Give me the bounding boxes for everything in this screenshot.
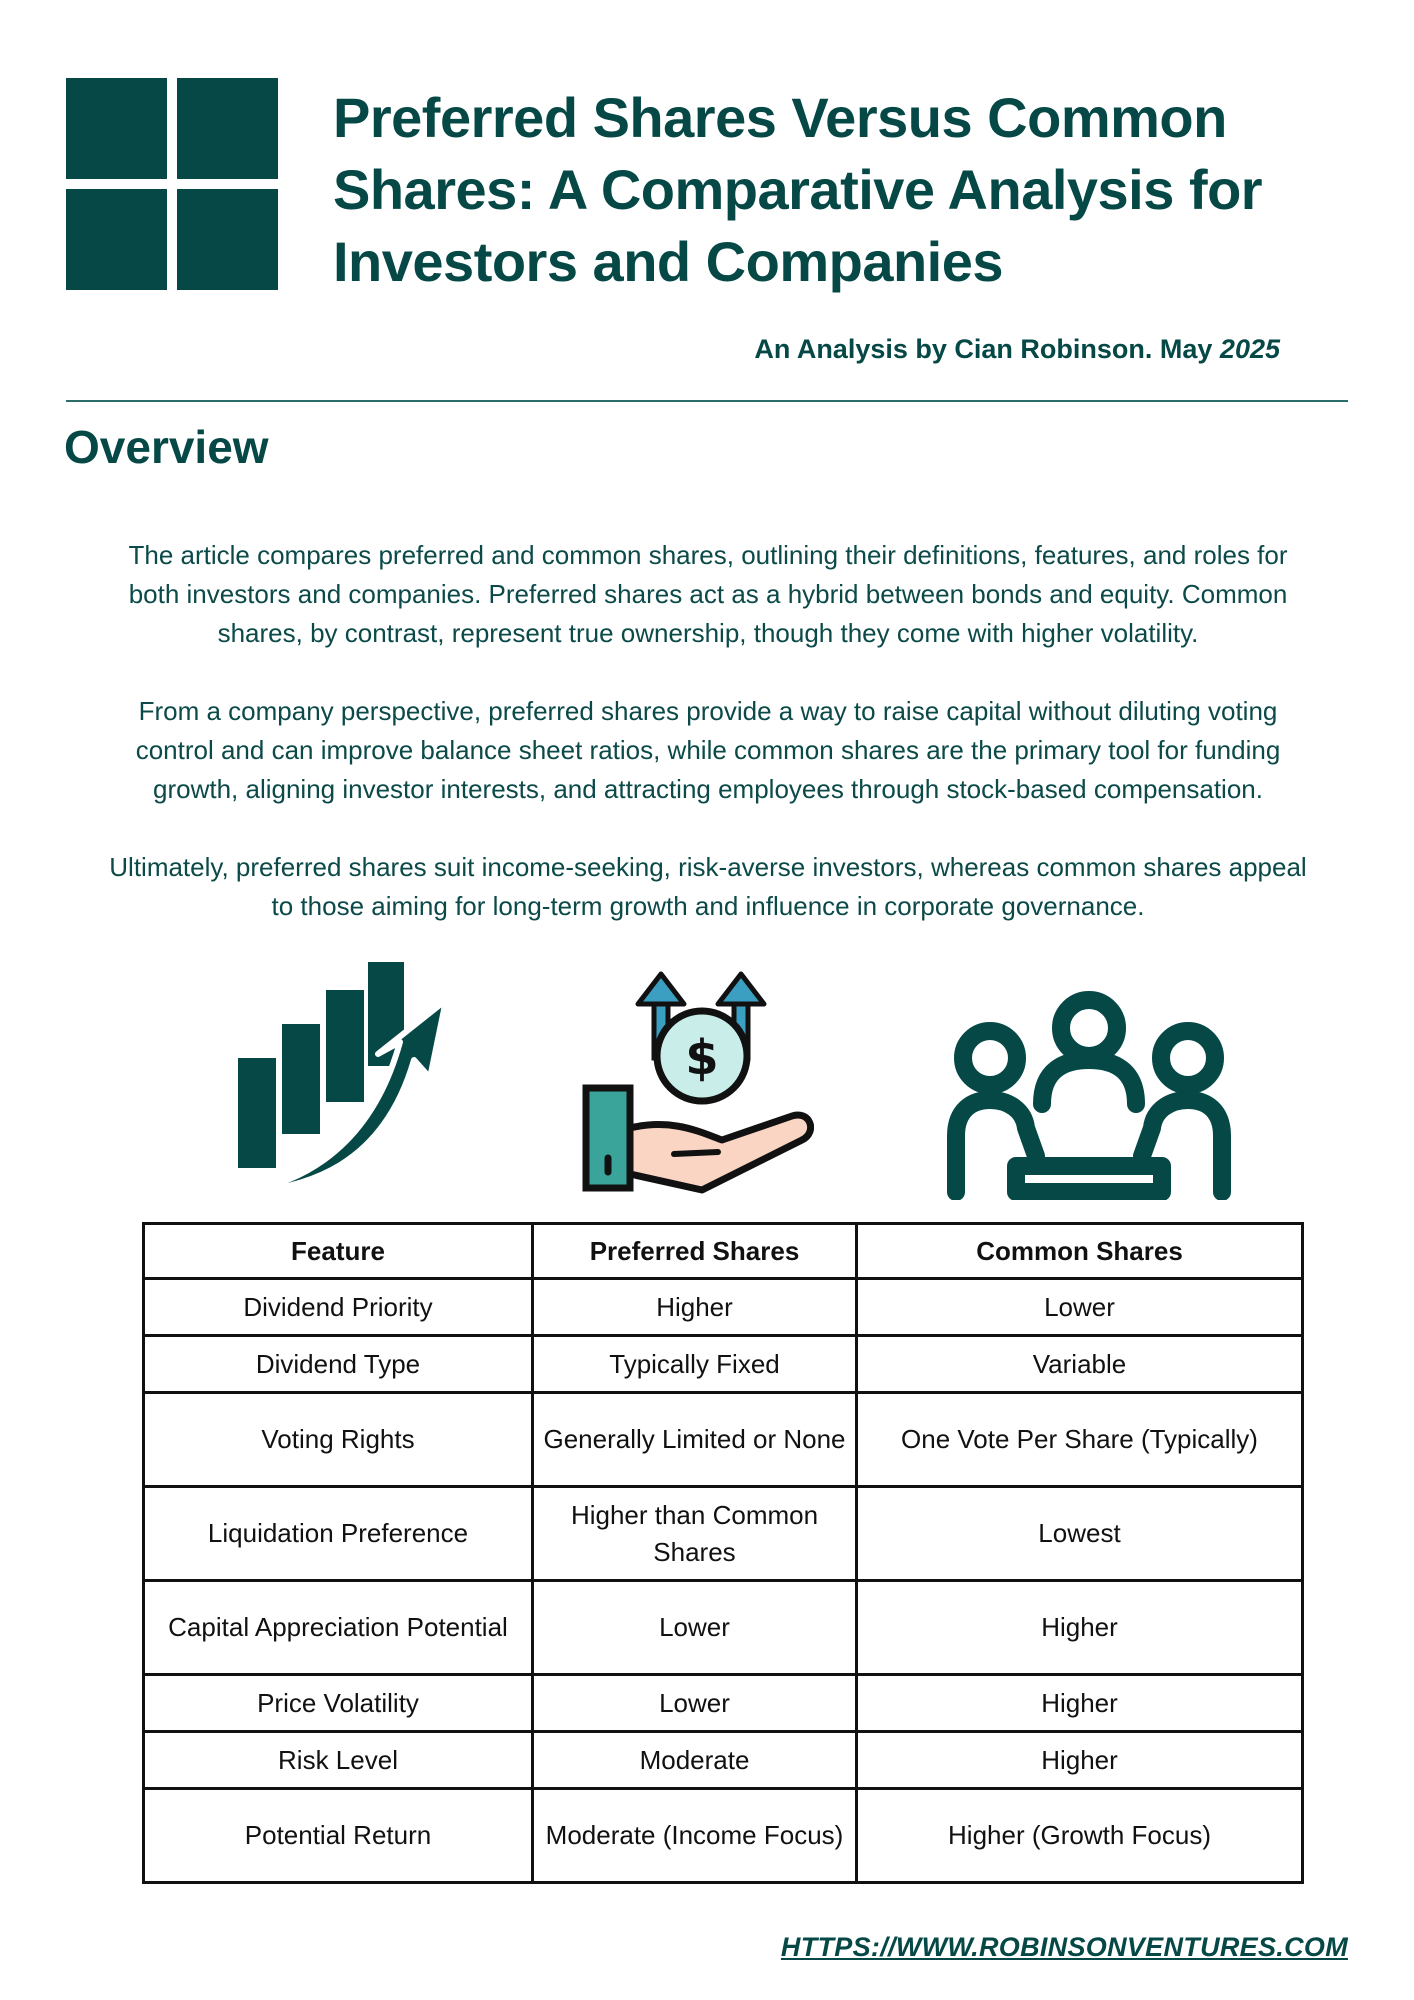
logo-grid-icon — [66, 78, 278, 290]
table-cell: Lower — [857, 1279, 1303, 1336]
table-row — [144, 1279, 1303, 1336]
svg-text:$: $ — [685, 1030, 719, 1086]
table-row — [144, 1487, 1303, 1581]
table-cell: Dividend Type — [144, 1336, 533, 1393]
overview-paragraph-1: The article compares preferred and common shares, outlining their definitions, features, and roles for both investors and companies. Preferred shares act as a hybrid between bonds and equity. Common shares, by contrast, represent true ownership, though they come with higher volatility. — [128, 540, 1288, 648]
table-cell: Risk Level — [144, 1732, 533, 1789]
growth-chart-icon — [218, 958, 454, 1196]
table-cell: Price Volatility — [144, 1675, 533, 1732]
table-cell: Higher than Common Shares — [533, 1487, 857, 1581]
table-header-row — [144, 1224, 1303, 1279]
table-cell: Dividend Priority — [144, 1279, 533, 1336]
table-cell: Lowest — [857, 1487, 1303, 1581]
table-cell: One Vote Per Share (Typically) — [857, 1393, 1303, 1487]
table-cell: Liquidation Preference — [144, 1487, 533, 1581]
table-cell: Higher — [857, 1732, 1303, 1789]
table-row — [144, 1789, 1303, 1883]
overview-paragraph-2: From a company perspective, preferred shares provide a way to raise capital without diluting voting control and can improve balance sheet ratios, while common shares are the primary tool for funding growth, aligning investor interests, and attracting employees through stock-based compensation. — [135, 696, 1281, 804]
column-header: Common Shares — [857, 1224, 1303, 1279]
hand-money-icon — [582, 968, 814, 1196]
table-cell: Higher — [857, 1581, 1303, 1675]
table-cell: Capital Appreciation Potential — [144, 1581, 533, 1675]
byline-author-date: An Analysis by Cian Robinson. May — [754, 334, 1220, 364]
table-cell: Variable — [857, 1336, 1303, 1393]
table-cell: Moderate — [533, 1732, 857, 1789]
table-cell: Moderate (Income Focus) — [533, 1789, 857, 1883]
table-cell: Higher (Growth Focus) — [857, 1789, 1303, 1883]
table-row — [144, 1732, 1303, 1789]
byline — [754, 334, 1280, 365]
table-cell: Generally Limited or None — [533, 1393, 857, 1487]
meeting-people-icon — [944, 988, 1234, 1200]
table-cell: Lower — [533, 1675, 857, 1732]
section-heading-overview: Overview — [64, 421, 269, 473]
overview-paragraph-3: Ultimately, preferred shares suit income-seeking, risk-averse investors, whereas common shares appeal to those aiming for long-term growth and influence in corporate governance. — [109, 852, 1307, 921]
table-row — [144, 1675, 1303, 1732]
table-cell: Potential Return — [144, 1789, 533, 1883]
column-header: Preferred Shares — [533, 1224, 857, 1279]
table-cell: Voting Rights — [144, 1393, 533, 1487]
page-title: Preferred Shares Versus Common Shares: A Comparative Analysis for Investors and Companies — [333, 86, 1263, 293]
table-row — [144, 1581, 1303, 1675]
table-cell: Lower — [533, 1581, 857, 1675]
table-row — [144, 1336, 1303, 1393]
website-link[interactable]: HTTPS://WWW.ROBINSONVENTURES.COM — [780, 1932, 1348, 1962]
column-header: Feature — [144, 1224, 533, 1279]
table-cell: Typically Fixed — [533, 1336, 857, 1393]
comparison-table — [142, 1222, 1304, 1884]
table-row — [144, 1393, 1303, 1487]
byline-year: 2025 — [1219, 334, 1280, 364]
table-cell: Higher — [857, 1675, 1303, 1732]
table-cell: Higher — [533, 1279, 857, 1336]
divider — [66, 400, 1348, 402]
